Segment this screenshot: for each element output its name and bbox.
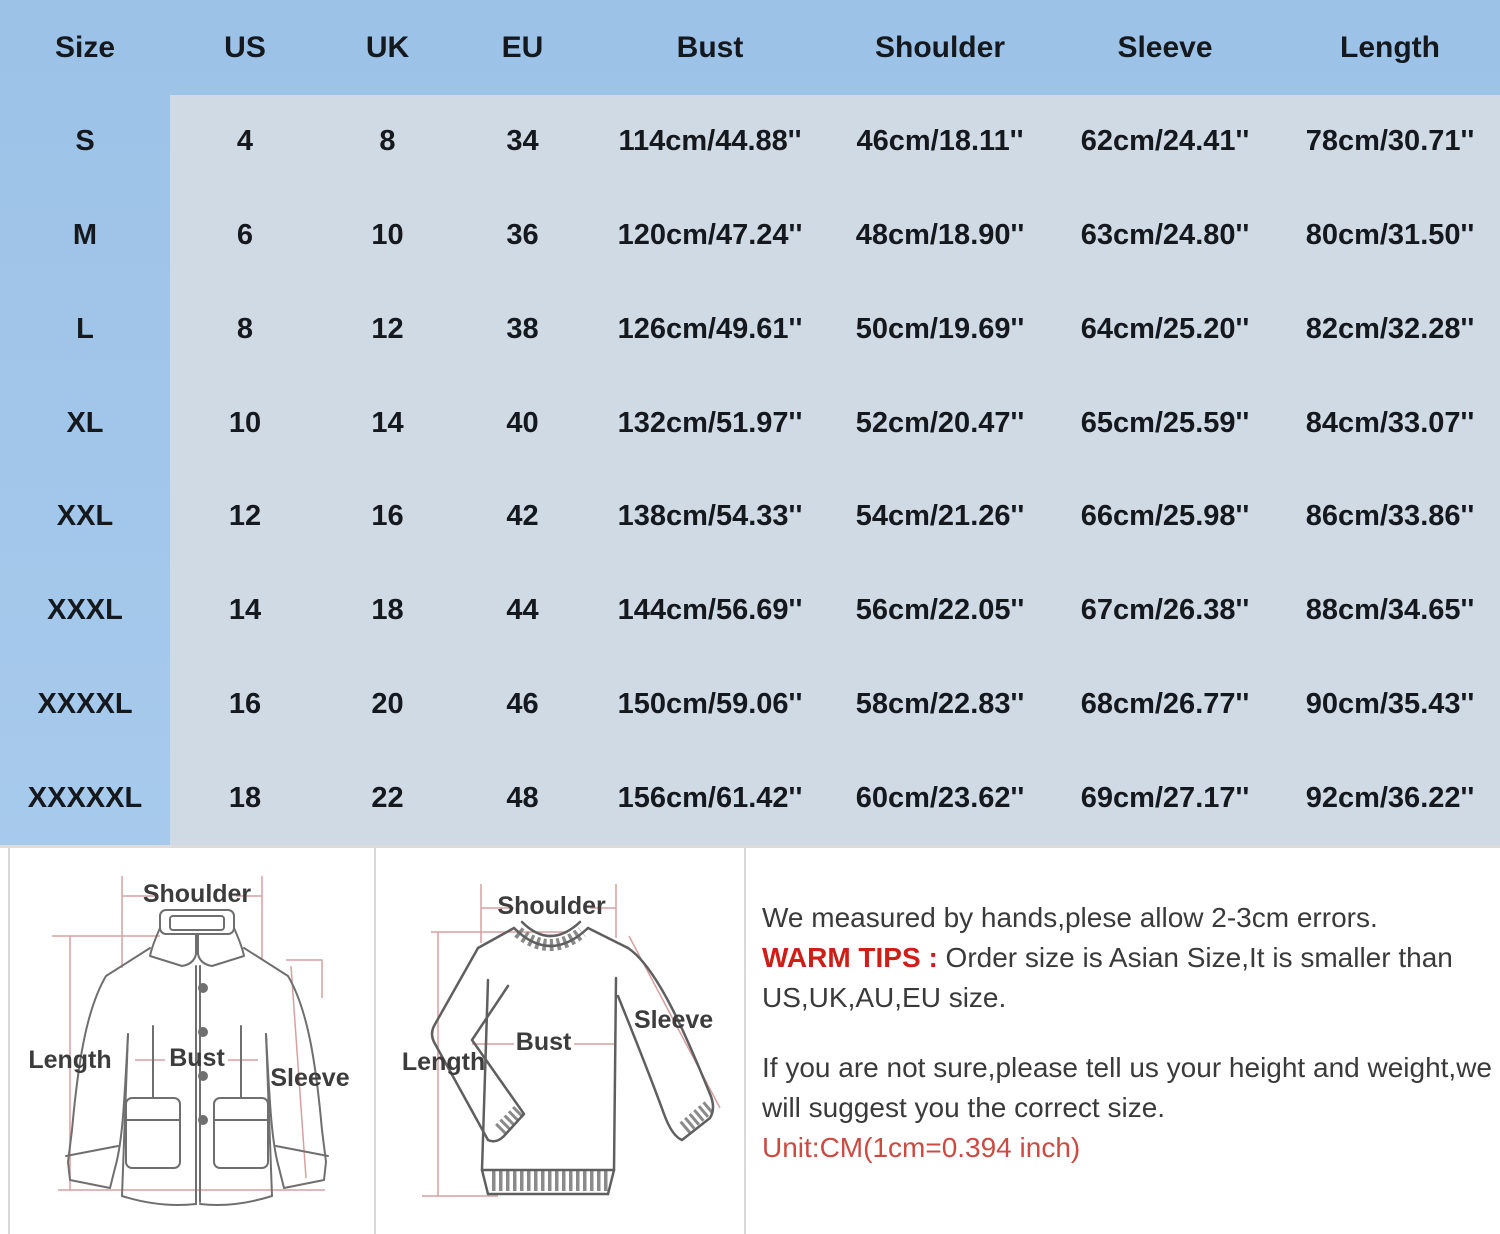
table-cell: 22 <box>320 751 455 845</box>
table-cell: 63cm/24.80'' <box>1050 189 1280 283</box>
table-cell: 18 <box>170 751 320 845</box>
header-sleeve: Sleeve <box>1117 30 1213 64</box>
table-cell: 52cm/20.47'' <box>830 376 1050 470</box>
table-cell: 34 <box>455 95 590 189</box>
table-cell: 78cm/30.71'' <box>1280 95 1500 189</box>
jacket-sleeve-label: Sleeve <box>270 1064 350 1092</box>
table-cell: 66cm/25.98'' <box>1050 470 1280 564</box>
table-cell: 68cm/26.77'' <box>1050 658 1280 752</box>
size-help-continued: will suggest you the correct size. <box>762 1092 1166 1123</box>
sweatshirt-sleeve-label: Sleeve <box>633 1006 714 1034</box>
table-cell: 90cm/35.43'' <box>1280 658 1500 752</box>
table-cell: 67cm/26.38'' <box>1050 564 1280 658</box>
notes-spacer <box>762 1018 1492 1048</box>
row-label: XL <box>66 406 104 439</box>
table-cell: 56cm/22.05'' <box>830 564 1050 658</box>
table-cell: 64cm/25.20'' <box>1050 283 1280 377</box>
table-cell: 58cm/22.83'' <box>830 658 1050 752</box>
table-cell: 156cm/61.42'' <box>590 751 830 845</box>
table-cell: 12 <box>170 470 320 564</box>
table-cell: 65cm/25.59'' <box>1050 376 1280 470</box>
table-cell: 46cm/18.11'' <box>830 95 1050 189</box>
table-cell: 126cm/49.61'' <box>590 283 830 377</box>
table-cell: 18 <box>320 564 455 658</box>
table-cell: 8 <box>320 95 455 189</box>
unit-note: Unit:CM(1cm=0.394 inch) <box>762 1132 1081 1163</box>
table-cell: 6 <box>170 189 320 283</box>
table-cell: 4 <box>170 95 320 189</box>
table-cell: 88cm/34.65'' <box>1280 564 1500 658</box>
table-cell: 86cm/33.86'' <box>1280 470 1500 564</box>
table-cell: 60cm/23.62'' <box>830 751 1050 845</box>
row-label: XXXXXL <box>27 781 143 814</box>
table-cell: 8 <box>170 283 320 377</box>
sweatshirt-shoulder-label: Shoulder <box>497 892 606 920</box>
table-cell: 40 <box>455 376 590 470</box>
jacket-measure-lines <box>52 876 325 1190</box>
table-cell: 80cm/31.50'' <box>1280 189 1500 283</box>
header-uk: UK <box>365 30 410 64</box>
table-cell: 44 <box>455 564 590 658</box>
row-label: M <box>72 219 98 252</box>
table-cell: 10 <box>320 189 455 283</box>
table-cell: 120cm/47.24'' <box>590 189 830 283</box>
table-cell: 69cm/27.17'' <box>1050 751 1280 845</box>
table-cell: 20 <box>320 658 455 752</box>
table-cell: 14 <box>320 376 455 470</box>
table-cell: 46 <box>455 658 590 752</box>
header-length: Length <box>1340 30 1440 64</box>
header-shoulder: Shoulder <box>874 30 1005 64</box>
warm-tips-line <box>762 938 1492 978</box>
jacket-length-label: Length <box>28 1046 112 1074</box>
header-size: Size <box>54 30 116 64</box>
jacket-shoulder-label: Shoulder <box>142 880 252 908</box>
measured-note: We measured by hands,plese allow 2-3cm errors. <box>762 902 1378 933</box>
table-cell: 144cm/56.69'' <box>590 564 830 658</box>
table-cell: 138cm/54.33'' <box>590 470 830 564</box>
warm-tips-text: Order size is Asian Size,It is smaller than <box>937 942 1453 973</box>
measurement-guide <box>0 845 1500 1234</box>
table-cell: 16 <box>170 658 320 752</box>
table-cell: 42 <box>455 470 590 564</box>
table-cell: 50cm/19.69'' <box>830 283 1050 377</box>
header-us: US <box>224 30 266 64</box>
jacket-diagram-panel <box>8 848 376 1234</box>
row-label: XXL <box>56 500 114 533</box>
warm-tips-continued: US,UK,AU,EU size. <box>762 982 1007 1013</box>
table-cell: 48 <box>455 751 590 845</box>
warm-tips-label: WARM TIPS : <box>762 942 938 973</box>
sweatshirt-length-label: Length <box>401 1048 486 1076</box>
table-cell: 84cm/33.07'' <box>1280 376 1500 470</box>
sweatshirt-diagram-panel <box>376 848 746 1234</box>
header-eu: EU <box>501 30 544 64</box>
row-label: L <box>76 312 94 345</box>
row-label: XXXL <box>47 594 123 627</box>
table-cell: 54cm/21.26'' <box>830 470 1050 564</box>
table-cell: 14 <box>170 564 320 658</box>
table-cell: 82cm/32.28'' <box>1280 283 1500 377</box>
table-cell: 150cm/59.06'' <box>590 658 830 752</box>
sweatshirt-bust-label: Bust <box>515 1028 572 1056</box>
header-bust: Bust <box>676 30 744 64</box>
table-cell: 36 <box>455 189 590 283</box>
row-label: XXXXL <box>37 687 133 720</box>
table-cell: 92cm/36.22'' <box>1280 751 1500 845</box>
table-cell: 12 <box>320 283 455 377</box>
row-label: S <box>75 125 95 158</box>
size-help-line: If you are not sure,please tell us your height and weight,we <box>762 1052 1492 1083</box>
notes-panel <box>746 848 1500 1234</box>
jacket-bust-label: Bust <box>169 1044 225 1072</box>
table-cell: 132cm/51.97'' <box>590 376 830 470</box>
table-cell: 114cm/44.88'' <box>590 95 830 189</box>
table-cell: 10 <box>170 376 320 470</box>
table-cell: 48cm/18.90'' <box>830 189 1050 283</box>
table-cell: 38 <box>455 283 590 377</box>
table-cell: 62cm/24.41'' <box>1050 95 1280 189</box>
table-cell: 16 <box>320 470 455 564</box>
